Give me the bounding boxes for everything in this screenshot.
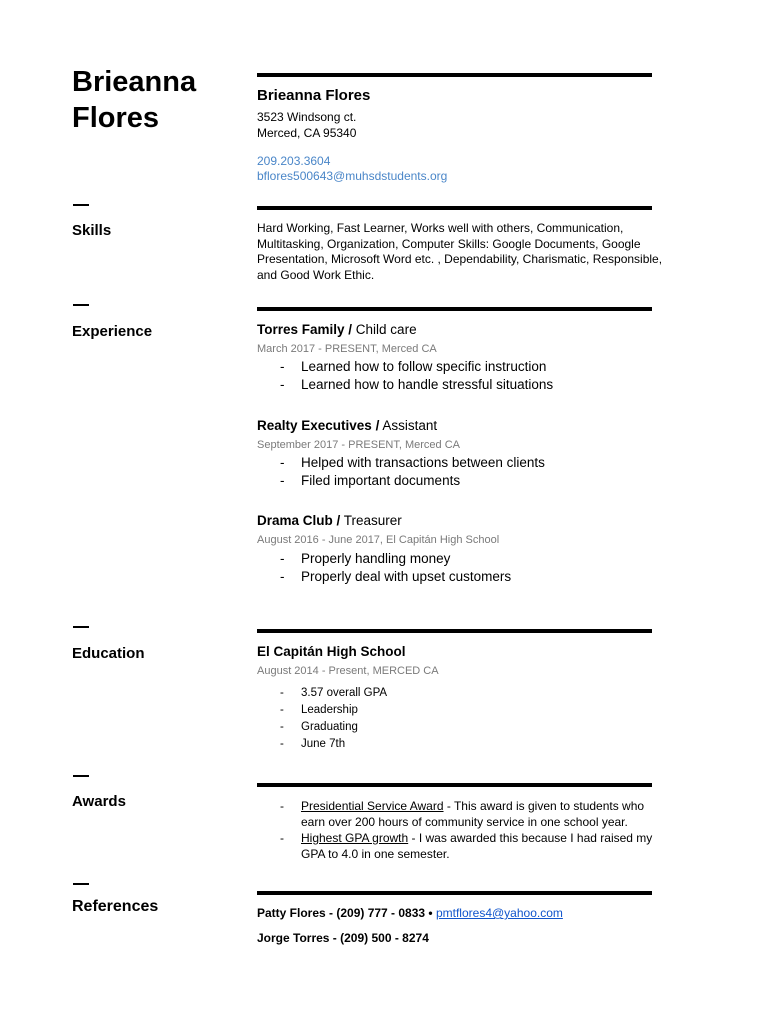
contact-name: Brieanna Flores xyxy=(257,87,371,104)
job-meta-2: September 2017 - PRESENT, Merced CA xyxy=(257,439,460,451)
section-title-experience: Experience xyxy=(72,323,153,340)
award-desc: - I was awarded this because I had raised my GPA to 4.0 in one semester. xyxy=(301,830,653,861)
education-bullets xyxy=(280,685,387,753)
job-bullets-3 xyxy=(280,550,511,585)
list-item: - Leadership xyxy=(280,702,387,719)
name-last: Flores xyxy=(72,102,160,134)
list-item: - Filed important documents xyxy=(280,472,545,490)
award-title: Highest GPA growth xyxy=(301,830,409,845)
section-title-education: Education xyxy=(72,645,145,662)
section-dash-skills xyxy=(73,204,89,206)
section-rule-references xyxy=(257,891,652,895)
section-dash-references xyxy=(73,883,89,885)
reference-text: Patty Flores - (209) 777 - 0833 • xyxy=(257,906,433,920)
job-role: Treasurer xyxy=(340,513,402,528)
award-title: Presidential Service Award xyxy=(301,799,444,813)
job-bullets-2 xyxy=(280,454,545,489)
job-org: Realty Executives / xyxy=(257,418,380,433)
job-title-3 xyxy=(257,513,402,528)
contact-phone[interactable]: 209.203.3604 xyxy=(257,154,331,168)
section-rule-awards xyxy=(257,783,652,787)
list-item xyxy=(280,799,665,830)
section-dash-awards xyxy=(73,775,89,777)
section-title-skills: Skills xyxy=(72,222,112,239)
section-title-awards: Awards xyxy=(72,793,126,810)
job-meta-1: March 2017 - PRESENT, Merced CA xyxy=(257,343,437,355)
list-item: - Helped with transactions between clients xyxy=(280,454,545,472)
section-rule-experience xyxy=(257,307,652,311)
list-item: - Properly handling money xyxy=(280,550,511,568)
list-item: - Learned how to handle stressful situations xyxy=(280,376,553,394)
list-item xyxy=(280,736,387,753)
list-item: - Properly deal with upset customers xyxy=(280,568,511,586)
section-dash-education xyxy=(73,626,89,628)
contact-email[interactable]: bflores500643@muhsdstudents.org xyxy=(257,169,448,183)
award-desc: - This award is given to students who earn over 200 hours of community service in one school year. xyxy=(301,799,645,829)
contact-city: Merced, CA 95340 xyxy=(257,126,357,140)
job-title-1 xyxy=(257,322,417,337)
education-meta: August 2014 - Present, MERCED CA xyxy=(257,665,439,677)
list-item: - Learned how to follow specific instruction xyxy=(280,358,553,376)
job-meta-3: August 2016 - June 2017, El Capitán High School xyxy=(257,534,500,546)
section-dash-experience xyxy=(73,304,89,306)
list-item xyxy=(280,831,665,862)
name-first: Brieanna xyxy=(72,66,197,98)
list-item-continuation: June 7th xyxy=(301,738,346,750)
job-role: Child care xyxy=(352,322,417,337)
school-name: El Capitán High School xyxy=(257,644,406,659)
job-org: Drama Club / xyxy=(257,513,341,528)
list-item: - Graduating xyxy=(280,719,387,736)
job-title-2 xyxy=(257,418,437,433)
reference-2: Jorge Torres - (209) 500 - 8274 xyxy=(257,931,429,945)
skills-text: Hard Working, Fast Learner, Works well with others, Communication, Multitasking, Organization, Computer Skills: Google Documents, Google Presentation, Microsoft Word etc. , Dependability, Charismatic, Responsible, and Good Work Ethic. xyxy=(257,221,663,283)
section-rule-skills xyxy=(257,206,652,210)
awards-list xyxy=(280,799,665,863)
resume-name-heading xyxy=(72,64,242,136)
job-role: Assistant xyxy=(379,418,438,433)
section-rule-education xyxy=(257,629,652,633)
section-rule-contact xyxy=(257,73,652,77)
reference-email-link[interactable]: pmtflores4@yahoo.com xyxy=(435,906,563,920)
education-school xyxy=(257,644,406,659)
section-title-references: References xyxy=(72,898,159,915)
list-item: - 3.57 overall GPA xyxy=(280,685,387,702)
contact-street: 3523 Windsong ct. xyxy=(257,110,357,124)
job-org: Torres Family / xyxy=(257,322,353,337)
job-bullets-1 xyxy=(280,358,553,393)
reference-1 xyxy=(257,906,563,920)
